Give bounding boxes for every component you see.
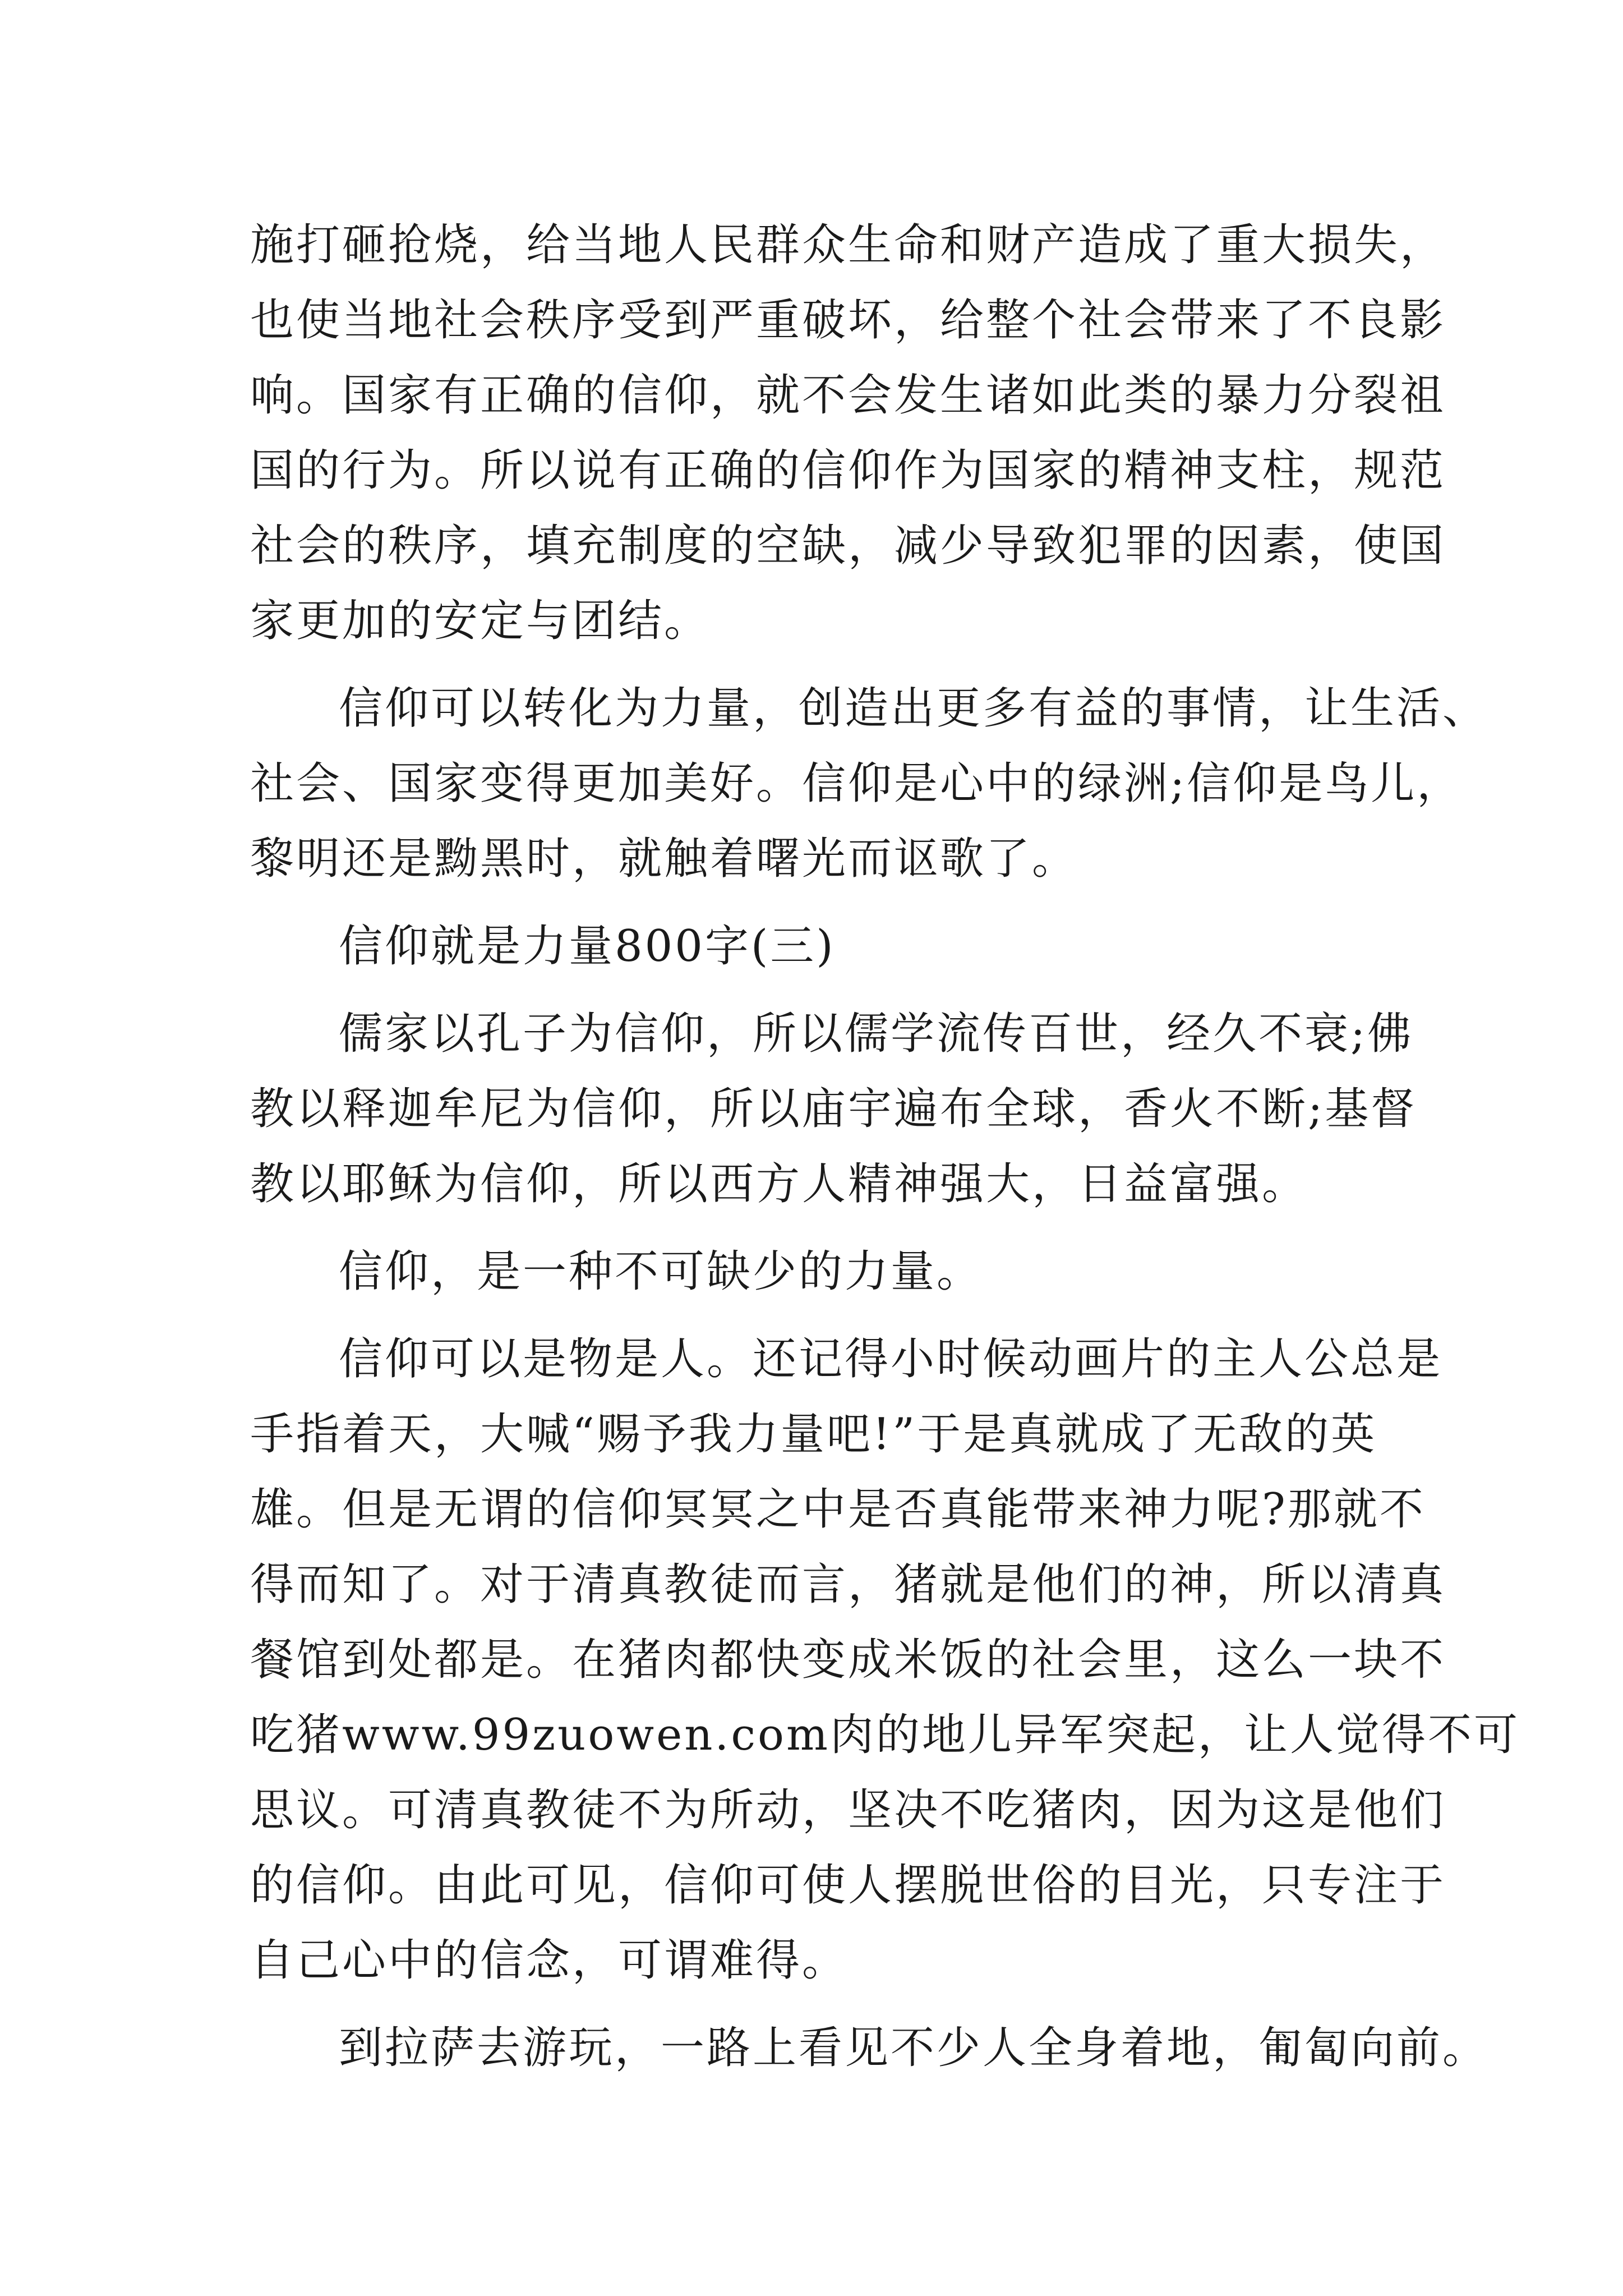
text-line: 也使当地社会秩序受到严重破坏，给整个社会带来了不良影 xyxy=(250,295,1446,346)
document-body xyxy=(250,208,1520,2086)
text-line: 儒家以孔子为信仰，所以儒学流传百世，经久不衰;佛 xyxy=(339,1009,1414,1059)
text-line: 施打砸抢烧，给当地人民群众生命和财产造成了重大损失， xyxy=(250,220,1446,270)
text-line: 家更加的安定与团结。 xyxy=(250,596,711,646)
text-line: 得而知了。对于清真教徒而言，猪就是他们的神，所以清真 xyxy=(250,1559,1446,1610)
text-line: 手指着天，大喊“赐予我力量吧!”于是真就成了无敌的英 xyxy=(250,1409,1377,1460)
text-line: 餐馆到处都是。在猪肉都快变成米饭的社会里，这么一块不 xyxy=(250,1635,1446,1685)
text-line: 到拉萨去游玩，一路上看见不少人全身着地，匍匐向前。 xyxy=(339,2023,1489,2073)
text-line: 吃猪www.99zuowen.com肉的地儿异军突起，让人觉得不可 xyxy=(250,1710,1520,1760)
text-line: 响。国家有正确的信仰，就不会发生诸如此类的暴力分裂祖 xyxy=(250,370,1446,421)
text-line: 黎明还是黝黑时，就触着曙光而讴歌了。 xyxy=(250,834,1078,884)
text-line: 信仰可以转化为力量，创造出更多有益的事情，让生活、 xyxy=(339,683,1489,734)
text-line: 的信仰。由此可见，信仰可使人摆脱世俗的目光，只专注于 xyxy=(250,1860,1446,1911)
text-line: 雄。但是无谓的信仰冥冥之中是否真能带来神力呢?那就不 xyxy=(250,1484,1426,1535)
text-line: 国的行为。所以说有正确的信仰作为国家的精神支柱，规范 xyxy=(250,445,1446,496)
text-line: 教以耶稣为信仰，所以西方人精神强大，日益富强。 xyxy=(250,1159,1308,1209)
text-line: 自己心中的信念，可谓难得。 xyxy=(250,1935,849,1986)
text-line: 信仰可以是物是人。还记得小时候动画片的主人公总是 xyxy=(339,1334,1443,1384)
text-line: 思议。可清真教徒不为所动，坚决不吃猪肉，因为这是他们 xyxy=(250,1785,1446,1835)
text-line: 教以释迦牟尼为信仰，所以庙宇遍布全球，香火不断;基督 xyxy=(250,1084,1417,1134)
text-line: 信仰就是力量800字(三) xyxy=(339,921,836,972)
text-line: 社会、国家变得更加美好。信仰是心中的绿洲;信仰是鸟儿， xyxy=(250,758,1463,809)
text-line: 社会的秩序，填充制度的空缺，减少导致犯罪的因素，使国 xyxy=(250,521,1446,571)
text-line: 信仰，是一种不可缺少的力量。 xyxy=(339,1246,983,1297)
